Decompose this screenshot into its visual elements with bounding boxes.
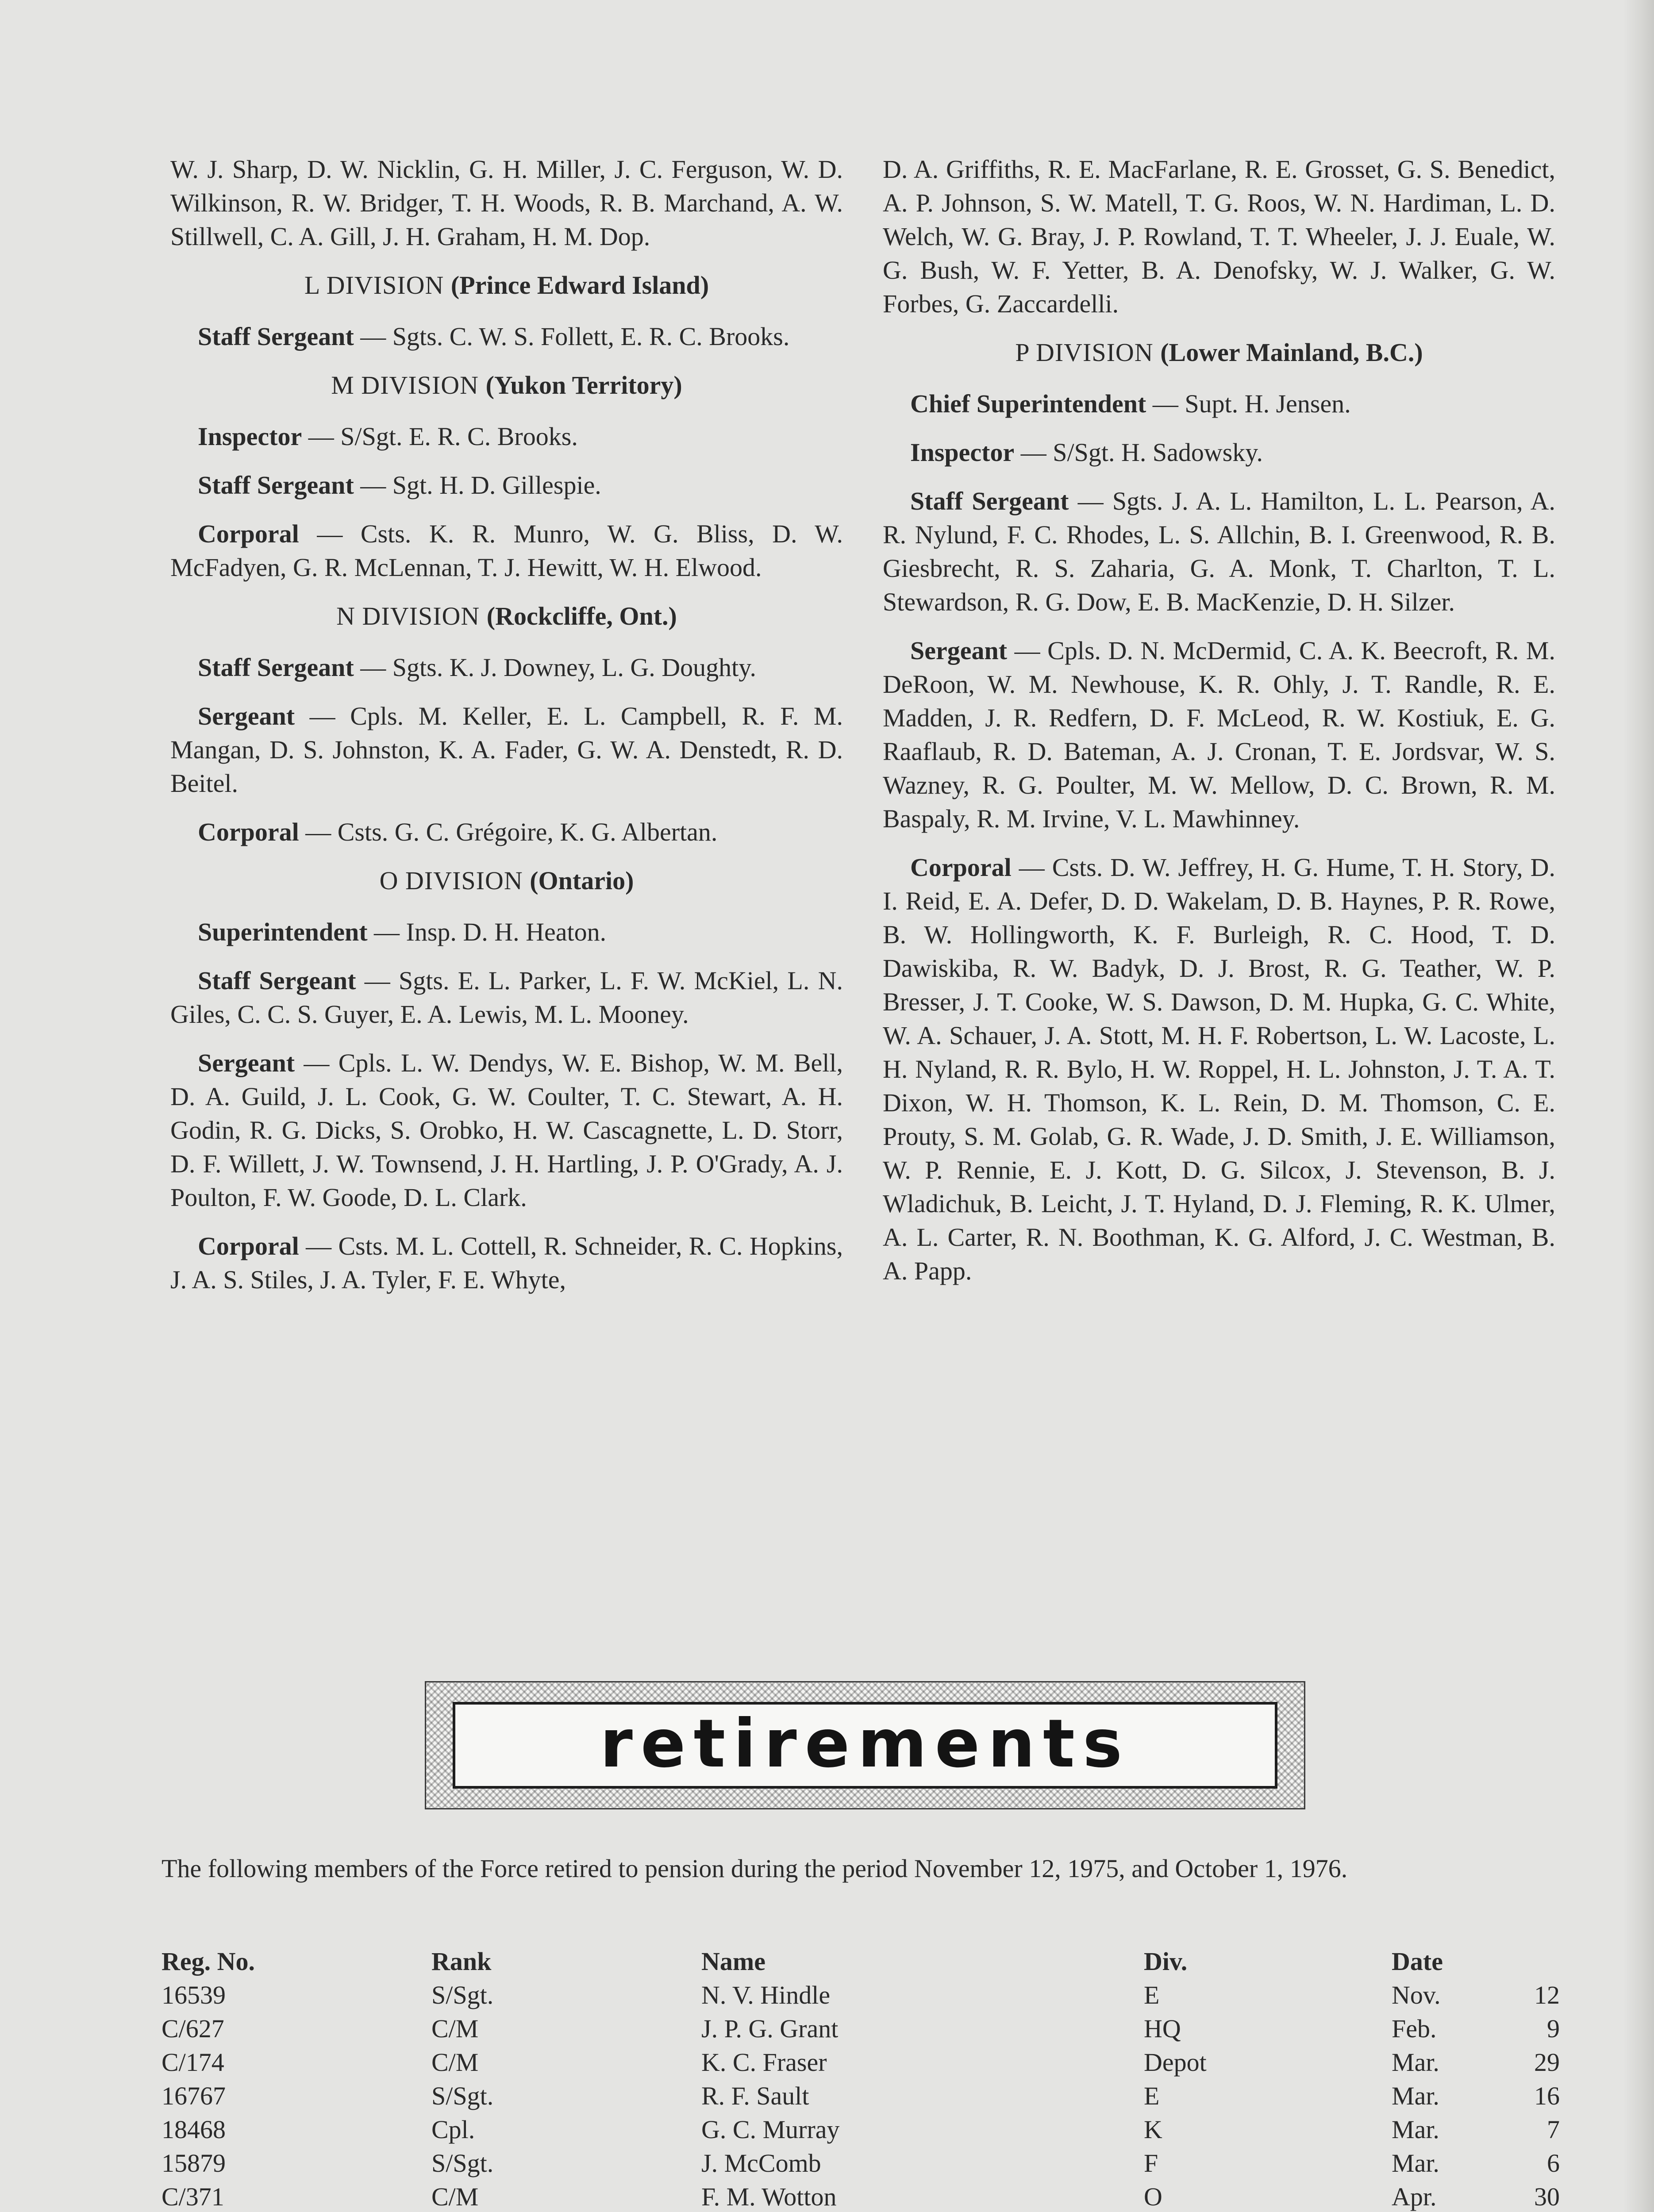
division-cell: HQ xyxy=(1144,2014,1181,2043)
n-division-region: (Rockcliffe, Ont.) xyxy=(486,602,677,630)
rank-cell: S/Sgt. xyxy=(431,2148,494,2177)
m-corporal-entry xyxy=(170,517,843,584)
o-sergeant-entry xyxy=(170,1046,843,1214)
month-cell: Apr. xyxy=(1392,2182,1437,2211)
promotion-names: — Sgts. J. A. L. Hamilton, L. L. Pearson, A. R. Nylund, F. C. Rhodes, L. S. Allchin, B. I. Greenwood, R. B. Giesbrecht, R. S. Zaharia, G. A. Monk, T. Charlton, T. L. Stewardson, R. G. Dow, E. B. MacKenzie, D. H. Silzer. xyxy=(883,487,1556,616)
p-inspector-entry xyxy=(883,436,1555,469)
table-row xyxy=(162,2180,1560,2212)
promotion-names: — Csts. G. C. Grégoire, K. G. Albertan. xyxy=(299,818,718,846)
day-cell: 29 xyxy=(1534,2047,1560,2077)
division-cell: E xyxy=(1144,1980,1160,2009)
right-column xyxy=(883,153,1555,1303)
reg-no-cell: 16539 xyxy=(162,1980,226,2009)
left-intro-text: W. J. Sharp, D. W. Nicklin, G. H. Miller, J. C. Ferguson, W. D. Wilkinson, R. W. Bridger, T. H. Woods, R. B. Marchand, A. W. Stillwell, C. A. Gill, J. H. Graham, H. M. Dop. xyxy=(170,155,843,251)
name-cell: J. McComb xyxy=(701,2148,821,2177)
day-cell: 16 xyxy=(1534,2081,1560,2110)
l-division-title: L DIVISION xyxy=(304,271,444,300)
promotion-names: — S/Sgt. E. R. C. Brooks. xyxy=(302,422,578,451)
name-cell: N. V. Hindle xyxy=(701,1980,831,2009)
m-division-title: M DIVISION xyxy=(331,371,479,399)
rank-label: Corporal xyxy=(198,519,299,548)
rank-label: Staff Sergeant xyxy=(198,322,354,351)
division-cell: O xyxy=(1144,2182,1162,2211)
table-row xyxy=(162,2012,1560,2045)
promotion-names: — Sgts. C. W. S. Follett, E. R. C. Brooks. xyxy=(354,322,790,351)
day-cell: 7 xyxy=(1547,2115,1560,2144)
reg-no-cell: 15879 xyxy=(162,2148,226,2177)
header-date-day xyxy=(1489,1944,1560,1978)
month-cell: Mar. xyxy=(1392,2047,1439,2077)
retirements-table xyxy=(162,1944,1560,2212)
day-cell: 12 xyxy=(1534,1980,1560,2009)
retirements-title: retirements xyxy=(600,1705,1131,1782)
table-row xyxy=(162,2112,1560,2146)
rank-label: Corporal xyxy=(910,853,1012,882)
p-sergeant-entry xyxy=(883,634,1555,836)
name-cell: K. C. Fraser xyxy=(701,2047,827,2077)
month-cell: Mar. xyxy=(1392,2081,1439,2110)
p-chief-superintendent-entry xyxy=(883,387,1555,421)
month-cell: Mar. xyxy=(1392,2148,1439,2177)
header-date: Date xyxy=(1392,1947,1443,1976)
rank-label: Sergeant xyxy=(198,1048,295,1077)
division-cell: Depot xyxy=(1144,2047,1207,2077)
o-superintendent-entry xyxy=(170,915,843,949)
day-cell: 9 xyxy=(1547,2014,1560,2043)
rank-label: Superintendent xyxy=(198,918,368,946)
name-cell: R. F. Sault xyxy=(701,2081,809,2110)
name-cell: F. M. Wotton xyxy=(701,2182,837,2211)
promotion-names: — Csts. D. W. Jeffrey, H. G. Hume, T. H. Story, D. I. Reid, E. A. Defer, D. D. Wakelam, D. B. Haynes, P. R. Rowe, B. W. Hollingworth, K. F. Burleigh, R. C. Hood, T. D. Dawiskiba, R. W. Badyk, D. J. Brost, R. G. Teather, W. P. Bresser, J. T. Cooke, W. S. Dawson, D. M. Hupka, G. C. White, W. A. Schauer, J. A. Stott, M. H. F. Robertson, L. W. Lacoste, L. H. Nyland, R. R. Bylo, H. W. Roppel, H. L. Johnston, J. T. A. T. Dixon, W. H. Thomson, K. L. Rein, D. M. Thomson, C. E. Prouty, S. M. Golab, G. R. Wade, J. D. Smith, J. E. Williamson, W. P. Rennie, E. J. Kott, D. G. Silcox, J. Stevenson, B. J. Wladichuk, B. Leicht, J. T. Hyland, D. J. Fleming, R. K. Ulmer, A. L. Carter, R. N. Boothman, K. G. Alford, J. C. Westman, B. A. Papp. xyxy=(883,853,1555,1285)
l-division-heading xyxy=(170,269,843,302)
table-row xyxy=(162,1978,1560,2012)
reg-no-cell: 16767 xyxy=(162,2081,226,2110)
reg-no-cell: C/371 xyxy=(162,2182,224,2211)
table-row xyxy=(162,2146,1560,2180)
rank-cell: C/M xyxy=(431,2014,479,2043)
promotion-names: — Sgts. E. L. Parker, L. F. W. McKiel, L. N. Giles, C. C. S. Guyer, E. A. Lewis, M. L. Mooney. xyxy=(170,966,843,1029)
day-cell: 30 xyxy=(1534,2182,1560,2211)
promotion-names: — Sgts. K. J. Downey, L. G. Doughty. xyxy=(354,653,756,682)
name-cell: G. C. Murray xyxy=(701,2115,840,2144)
rank-label: Staff Sergeant xyxy=(910,487,1069,515)
rank-label: Inspector xyxy=(910,438,1015,467)
promotion-names: — Insp. D. H. Heaton. xyxy=(367,918,607,946)
m-staff-sergeant-entry xyxy=(170,469,843,502)
right-continued-text: D. A. Griffiths, R. E. MacFarlane, R. E. Grosset, G. S. Benedict, A. P. Johnson, S. W. Matell, T. G. Roos, W. N. Hardiman, L. D. Welch, W. G. Bray, J. P. Rowland, T. T. Wheeler, J. J. Euale, W. G. Bush, W. F. Yetter, B. A. Denofsky, W. J. Walker, G. W. Forbes, G. Zaccardelli. xyxy=(883,155,1555,318)
retirements-table-body xyxy=(162,1978,1560,2212)
m-division-heading xyxy=(170,369,843,402)
header-reg-no: Reg. No. xyxy=(162,1947,255,1976)
o-division-region: (Ontario) xyxy=(530,866,634,895)
header-rank: Rank xyxy=(431,1947,492,1976)
table-row xyxy=(162,2045,1560,2079)
retirements-header-row xyxy=(162,1944,1560,1978)
header-name: Name xyxy=(701,1947,765,1976)
promotion-names: — Csts. M. L. Cottell, R. Schneider, R. C. Hopkins, J. A. S. Stiles, J. A. Tyler, F. E. Whyte, xyxy=(170,1232,843,1294)
division-cell: K xyxy=(1144,2115,1162,2144)
month-cell: Mar. xyxy=(1392,2115,1439,2144)
reg-no-cell: C/627 xyxy=(162,2014,224,2043)
o-division-title: O DIVISION xyxy=(379,866,523,895)
rank-label: Staff Sergeant xyxy=(198,966,356,995)
promotion-names: — Supt. H. Jensen. xyxy=(1146,389,1351,418)
n-division-heading xyxy=(170,599,843,633)
rank-cell: C/M xyxy=(431,2047,479,2077)
p-corporal-entry xyxy=(883,851,1555,1288)
rank-label: Inspector xyxy=(198,422,302,451)
division-cell: E xyxy=(1144,2081,1160,2110)
retirements-banner xyxy=(425,1681,1305,1809)
rank-label: Chief Superintendent xyxy=(910,389,1146,418)
rank-label: Sergeant xyxy=(198,702,295,730)
m-inspector-entry xyxy=(170,420,843,453)
rank-label: Sergeant xyxy=(910,636,1008,665)
o-staff-sergeant-entry xyxy=(170,964,843,1031)
n-staff-sergeant-entry xyxy=(170,651,843,684)
day-cell: 6 xyxy=(1547,2148,1560,2177)
rank-cell: Cpl. xyxy=(431,2115,475,2144)
n-corporal-entry xyxy=(170,815,843,849)
o-corporal-entry xyxy=(170,1229,843,1297)
reg-no-cell: C/174 xyxy=(162,2047,224,2077)
rank-label: Staff Sergeant xyxy=(198,653,354,682)
retirements-banner-frame xyxy=(453,1702,1277,1789)
name-cell: J. P. G. Grant xyxy=(701,2014,839,2043)
reg-no-cell: 18468 xyxy=(162,2115,226,2144)
rank-label: Corporal xyxy=(198,818,299,846)
rank-label: Corporal xyxy=(198,1232,299,1260)
promotion-names: — Cpls. L. W. Dendys, W. E. Bishop, W. M. Bell, D. A. Guild, J. L. Cook, G. W. Coulter, T. C. Stewart, A. H. Godin, R. G. Dicks, S. Orobko, H. W. Cascagnette, L. D. Storr, D. F. Willett, J. W. Townsend, J. H. Hartling, J. P. O'Grady, A. J. Poulton, F. W. Goode, D. L. Clark. xyxy=(170,1048,843,1212)
rank-cell: S/Sgt. xyxy=(431,1980,494,2009)
n-division-title: N DIVISION xyxy=(336,602,480,630)
promotion-names: — Cpls. D. N. McDermid, C. A. K. Beecroft, R. M. DeRoon, W. M. Newhouse, K. R. Ohly, J. T. Randle, R. E. Madden, J. R. Redfern, D. F. McLeod, R. W. Kostiuk, E. G. Raaflaub, R. D. Bateman, A. J. Cronan, T. E. Jordsvar, W. S. Wazney, R. G. Poulter, M. W. Mellow, D. C. Brown, R. M. Baspaly, R. M. Irvine, V. L. Mawhinney. xyxy=(883,636,1555,833)
o-division-heading xyxy=(170,864,843,898)
left-column xyxy=(170,153,843,1312)
l-staff-sergeant-entry xyxy=(170,320,843,353)
retirements-intro: The following members of the Force retired to pension during the period November 12, 1975, and October 1, 1976. xyxy=(162,1854,1348,1883)
n-sergeant-entry xyxy=(170,699,843,800)
p-division-heading xyxy=(883,336,1555,369)
p-division-title: P DIVISION xyxy=(1015,338,1154,367)
promotion-names: — S/Sgt. H. Sadowsky. xyxy=(1014,438,1263,467)
month-cell: Nov. xyxy=(1392,1980,1441,2009)
m-division-region: (Yukon Territory) xyxy=(485,371,682,399)
page-spine-shadow xyxy=(1623,0,1654,2212)
promotion-names: — Csts. K. R. Munro, W. G. Bliss, D. W. McFadyen, G. R. McLennan, T. J. Hewitt, W. H. Elwood. xyxy=(170,519,843,582)
division-cell: F xyxy=(1144,2148,1158,2177)
l-division-region: (Prince Edward Island) xyxy=(450,271,709,300)
table-row xyxy=(162,2079,1560,2112)
p-staff-sergeant-entry xyxy=(883,484,1555,619)
promotion-names: — Sgt. H. D. Gillespie. xyxy=(354,471,601,499)
header-div: Div. xyxy=(1144,1947,1188,1976)
month-cell: Feb. xyxy=(1392,2014,1437,2043)
p-division-region: (Lower Mainland, B.C.) xyxy=(1160,338,1423,367)
rank-label: Staff Sergeant xyxy=(198,471,354,499)
rank-cell: C/M xyxy=(431,2182,479,2211)
promotion-names: — Cpls. M. Keller, E. L. Campbell, R. F. M. Mangan, D. S. Johnston, K. A. Fader, G. W. A. Denstedt, R. D. Beitel. xyxy=(170,702,843,798)
rank-cell: S/Sgt. xyxy=(431,2081,494,2110)
